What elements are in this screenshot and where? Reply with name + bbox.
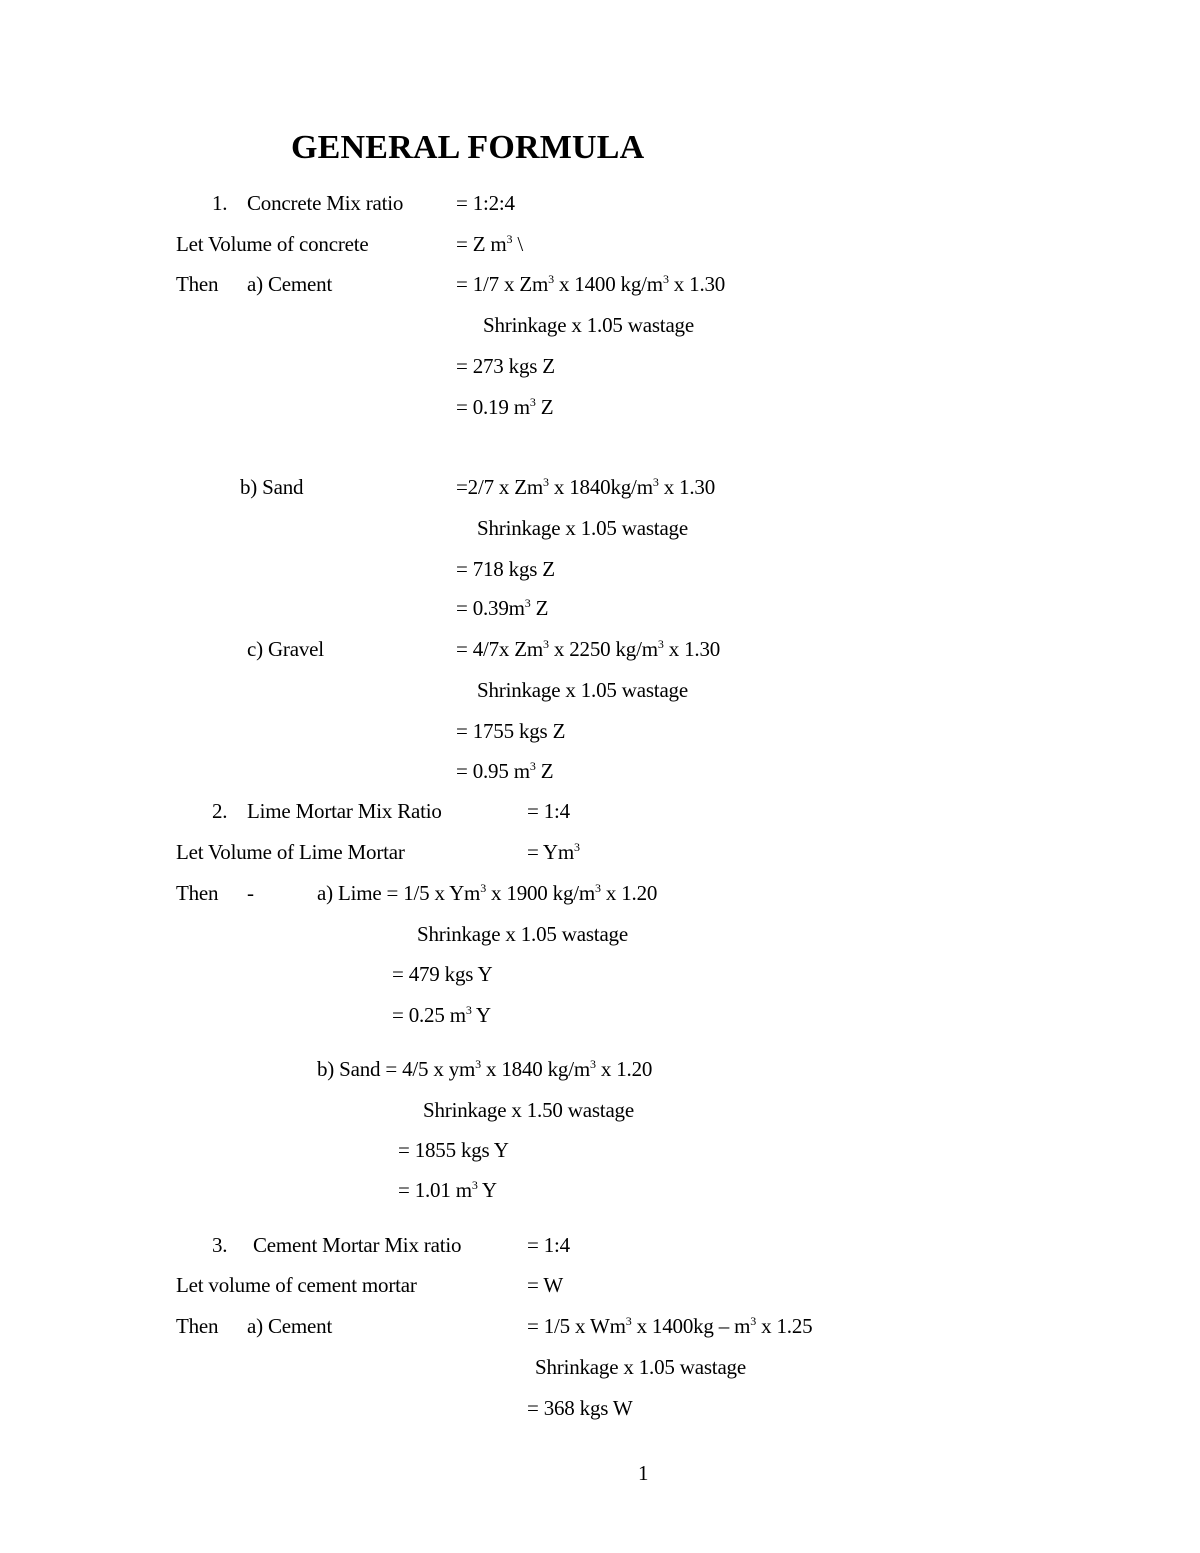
formula-line: = 4/7x Zm$^3$ x 2250 $kg/m^3$ x 1.30 xyxy=(456,637,721,661)
formula-line: a) Cement xyxy=(247,272,333,296)
formula-line: Shrinkage x 1.05 wastage xyxy=(417,922,628,946)
formula-line: b) Sand xyxy=(240,475,304,499)
formula-line: Lime Mortar Mix Ratio xyxy=(247,799,442,823)
formula-line: Shrinkage x 1.05 wastage xyxy=(477,678,688,702)
formula-line: Cement Mortar Mix ratio xyxy=(253,1233,462,1257)
formula-line: = 0.25 $m^3$ Y xyxy=(392,1003,491,1027)
formula-line: Shrinkage x 1.05 wastage xyxy=(477,516,688,540)
formula-line: Shrinkage x 1.50 wastage xyxy=(423,1098,634,1122)
formula-line: = W xyxy=(527,1273,563,1297)
formula-line: Then xyxy=(176,1314,219,1338)
formula-line: 1. xyxy=(212,191,228,215)
formula-line: Shrinkage x 1.05 wastage xyxy=(483,313,694,337)
formula-line: Concrete Mix ratio xyxy=(247,191,404,215)
formula-line: = 1:4 xyxy=(527,1233,570,1257)
formula-line: = $Ym^3$ xyxy=(527,840,580,864)
formula-line: = 1/5 x Wm$^3$ x $1400kg - m^3$ x 1.25 xyxy=(527,1314,813,1338)
formula-line: = 718 kgs Z xyxy=(456,557,555,581)
formula-line: = 479 kgs Y xyxy=(392,962,493,986)
formula-line: Let Volume of Lime Mortar xyxy=(176,840,405,864)
formula-line: c) Gravel xyxy=(247,637,324,661)
formula-line: =2/7 x Zm$^3$ x $1840kg/m^3$ x 1.30 xyxy=(456,475,716,499)
formula-line: Let volume of cement mortar xyxy=(176,1273,417,1297)
formula-line: Then xyxy=(176,881,219,905)
formula-line: = 1/7 x Zm$^3$ x 1400 $kg/m^3$ x 1.30 xyxy=(456,272,726,296)
formula-line: = 368 kgs W xyxy=(527,1396,633,1420)
formula-line: = 0.95 $m^3$ Z xyxy=(456,759,554,783)
formula-line: b) Sand = 4/5 x $ym^3$ x 1840 $kg/m^3$ x 1.20 xyxy=(317,1057,653,1081)
formula-line: Shrinkage x 1.05 wastage xyxy=(535,1355,746,1379)
formula-line: = 1855 kgs Y xyxy=(398,1138,509,1162)
formula-line: 3. xyxy=(212,1233,228,1257)
formula-line: = 1:4 xyxy=(527,799,570,823)
formula-line: = Z $m^3$ \ xyxy=(456,232,524,256)
formula-line: = 1:2:4 xyxy=(456,191,515,215)
formula-line: Let Volume of concrete xyxy=(176,232,369,256)
formula-line: = 273 kgs Z xyxy=(456,354,555,378)
formula-line: = 0.19 $m^3$ Z xyxy=(456,395,554,419)
formula-line: = 1.01 $m^3$ Y xyxy=(398,1178,497,1202)
formula-line: 2. xyxy=(212,799,228,823)
page-number: 1 xyxy=(638,1461,649,1485)
page-title: GENERAL FORMULA xyxy=(291,129,645,166)
formula-line: a) Cement xyxy=(247,1314,333,1338)
formula-line: - xyxy=(247,881,254,905)
formula-line: a) Lime = 1/5 x Ym$^3$ x 1900 $kg/m^3$ x 1.20 xyxy=(317,881,658,905)
formula-line: = 1755 kgs Z xyxy=(456,719,566,743)
formula-line: = $0.39m^3$ Z xyxy=(456,596,549,620)
formula-line: Then xyxy=(176,272,219,296)
